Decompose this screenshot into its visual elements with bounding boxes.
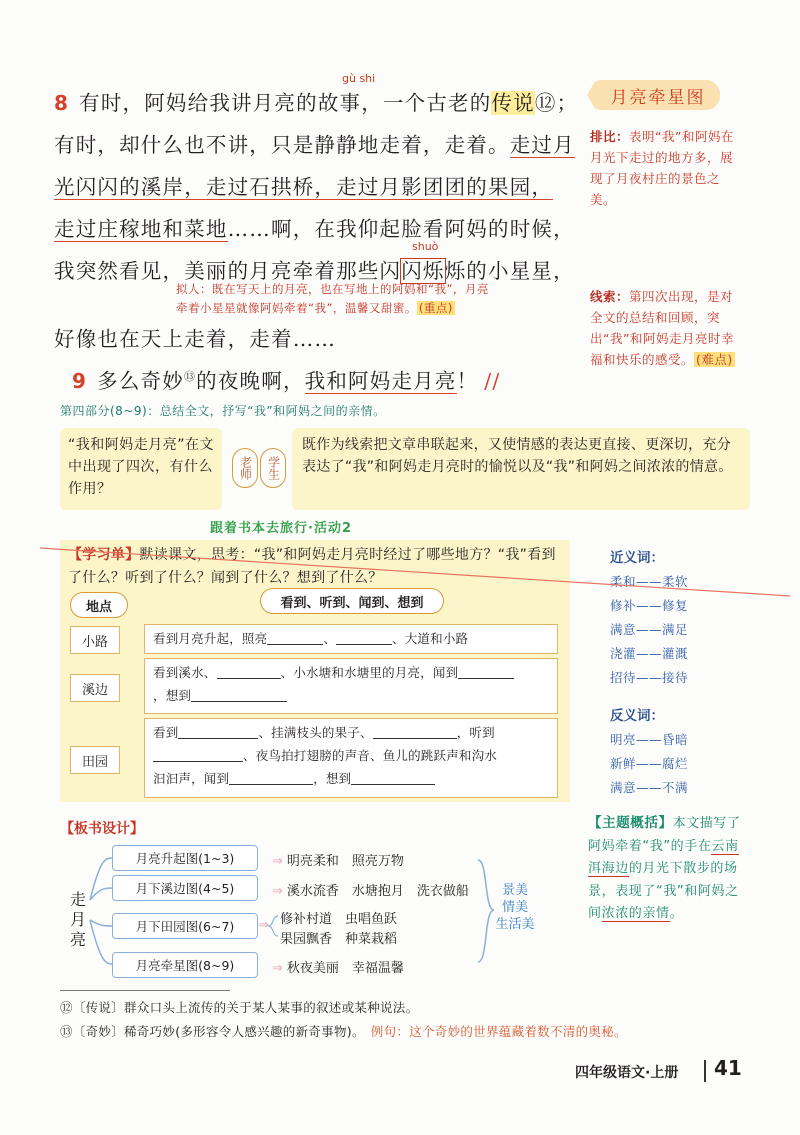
footnote-13 [60,1022,627,1040]
row-text: 、夜鸟拍打翅膀的声音、鱼儿的跳跃声和沟水 [243,748,498,763]
antonym-item: 满意——不满 [610,780,689,795]
para8-line4 [54,212,575,242]
underlined-text: 走过月 [509,133,575,157]
synonym-item: 招待——接待 [610,670,689,685]
footnote-12: ⑫〔传说〕群众口头上流传的关于某人某事的叙述或某种说法。 [60,1000,419,1015]
antonym-title: 反义词： [610,708,664,724]
theme-underline: 浓浓的亲情 [601,906,670,921]
summary-item: 生活美 [495,917,535,932]
theme-text: 的月光下散步的场景，表现了“我”和阿妈之间 [588,861,739,921]
row-text: 看到月亮升起，照亮 [153,631,268,646]
board-box: 月下溪边图(4~5) [112,875,258,901]
student-bubble [260,448,286,488]
theme-text: 。 [669,906,684,921]
board-box: 月下田园图(6~7) [112,913,258,939]
para-number: 8 [54,91,70,115]
para8-line1 [54,86,578,116]
blank[interactable] [336,631,392,645]
antonym-item: 新鲜——腐烂 [610,756,689,771]
board-summary [490,882,540,933]
note-tag: (难点) [696,352,733,367]
board-text: ⇒ 明亮柔和 照亮万物 [272,854,404,869]
synonym-item: 浇灌——灌溉 [610,646,689,661]
blank[interactable] [458,665,514,679]
text: ，一个古老的 [361,91,492,115]
note-key: 排比： [590,129,630,144]
place-tianyuan: 田园 [70,746,120,774]
part-summary: 第四部分(8~9)：总结全文，抒写“我”和阿妈之间的亲情。 [60,404,386,418]
summary-item: 情美 [501,900,528,915]
text: 有时，却什么也不讲，只是静静地走着，走着。 [54,133,510,157]
note-text: 第四次出现，是对全文的总结和回顾，突出“我”和阿妈走月亮时幸福和快乐的感受。 [590,289,734,367]
board-row-text: 修补村道 虫唱鱼跃 [280,912,398,927]
board-text: ⇒ 秋夜美丽 幸福温馨 [272,961,404,976]
qa-section [60,428,750,510]
blank[interactable] [191,688,287,702]
theme-underline: 云南洱海边 [588,838,739,876]
footnote-text: ⑬〔奇妙〕稀奇巧妙(多形容令人感兴趣的新奇事物)。 [60,1024,365,1039]
row-text: ，想到 [313,771,352,786]
highlight-word: 传说 [491,91,535,115]
blank[interactable] [178,725,258,739]
row-text: 、挂满枝头的果子、 [258,725,373,740]
footnote-mark: ⑬ [183,370,197,384]
arrow-icon: ⇒ [258,918,269,933]
niren-note [176,280,576,318]
teacher-bubble [232,448,258,488]
row-text: 、大道和小路 [392,631,469,646]
para8-line3 [54,170,553,200]
underlined-text: 光闪闪的溪岸，走过石拱桥，走过月影团团的果园， [54,175,554,199]
board-text [280,928,397,947]
synonym-item: 修补——修复 [610,598,689,613]
row-text: 看到溪水、 [153,665,217,680]
place-xiaolu: 小路 [70,626,120,654]
xiansuo-note [590,286,742,370]
teacher-label: 老师 [238,456,253,480]
summary-item: 景美 [501,883,528,898]
board-text: ⇒ 溪水流香 水塘抱月 洗衣做船 [272,884,469,899]
text: 多么奇妙 [97,369,184,393]
pinyin-gushi: gù shi [342,72,376,85]
example-note: 例句：这个奇妙的世界蕴藏着数不清的奥秘。 [370,1024,627,1039]
pen-stroke [0,530,800,610]
text: ！ [456,369,479,393]
row-text: 看到 [153,725,179,740]
text: 的夜晚啊， [196,369,305,393]
board-row-text: 果园飘香 种菜栽稻 [280,932,398,947]
paibi-note [590,126,742,210]
place-xibian: 溪边 [70,674,120,702]
note-tag: (重点) [418,301,453,315]
board-row-text: 明亮柔和 照亮万物 [286,854,404,869]
col-senses: 看到、听到、闻到、想到 [260,588,444,614]
para8-line2 [54,128,575,158]
para-number: 9 [72,369,88,393]
page-number: 41 [714,1056,742,1080]
theme-text: 本文描写了阿妈牵着“我”的手在 [588,816,741,854]
text: ……啊，在我仰起脸看阿妈的时候， [227,217,575,241]
board-text [280,908,397,927]
underlined-text: 走过庄稼地和菜地 [54,217,228,241]
blank[interactable] [373,725,457,739]
pinyin-shuo: shuò [412,240,439,253]
study-text: 默读课文，思考：“我”和阿妈走月亮时经过了哪些地方？“我”看到了什么？听到了什么？闻到了什么？想到了什么？ [68,547,556,586]
synonym-title: 近义词： [610,550,664,566]
board-center: 走月亮 [70,890,87,949]
row-xibian [144,658,558,714]
row-xiaolu [144,624,558,654]
text: 我突然看见，美丽的月亮牵着那些闪 [54,259,402,283]
row-text: ，听到 [456,725,495,740]
row-text: 、 [323,631,337,646]
divider [704,1060,706,1082]
col-place: 地点 [70,592,128,618]
para9-line: 9 多么奇妙⑬的夜晚啊，我和阿妈走月亮！ // [72,369,501,393]
board-box: 月亮升起图(1~3) [112,845,258,871]
blank[interactable] [351,771,435,785]
para8-line6 [54,322,336,352]
student-answer: 既作为线索把文章串联起来，又使情感的表达更直接、更深切，充分表达了“我”和阿妈走月亮时的愉悦以及“我”和阿妈之间浓浓的情意。 [292,428,750,510]
study-key: 【学习单】 [68,547,140,563]
boxed-word: 闪烁 [401,259,445,283]
antonym-item: 明亮——昏暗 [610,732,689,747]
text: ⑫； [534,91,579,115]
underlined-text: 我和阿妈走月亮 [304,369,457,393]
teacher-question: “我和阿妈走月亮”在文中出现了四次，有什么作用？ [60,428,222,510]
footnote-divider [60,990,230,991]
theme-summary [588,812,746,926]
text: 烁的小星星， [444,259,575,283]
text: 有时，阿妈给我讲月亮的 [79,91,318,115]
board-title: 【板书设计】 [60,821,144,837]
student-label: 学生 [266,456,281,480]
synonym-item: 柔和——柔软 [610,574,689,589]
row-text: 汩汩声，闻到 [153,771,230,786]
synonym-item: 满意——满足 [610,622,689,637]
note-text: 拟人：既在写天上的月亮，也在写地上的阿妈和“我”，月亮 [176,282,489,296]
row-text: ，想到 [153,688,192,703]
board-box: 月亮牵星图(8~9) [112,952,258,978]
row-text: 、小水塘和水塘里的月亮，闻到 [280,665,459,680]
section-tag: 月亮牵星图 [596,80,720,110]
row-tianyuan [144,718,558,798]
book-label: 四年级语文·上册 [575,1065,679,1081]
note-key: 线索： [590,289,630,304]
board-row-text: 秋夜美丽 幸福温馨 [286,961,404,976]
note-text: 表明“我”和阿妈在月光下走过的地方多，展现了月夜村庄的景色之美。 [590,129,734,207]
theme-key: 【主题概括】 [588,815,673,831]
activity-title: 跟着书本去旅行·活动2 [210,521,352,536]
blank[interactable] [267,631,323,645]
note-text: 牵着小星星就像阿妈牵着“我”，温馨又甜蜜。 [176,301,417,315]
blank[interactable] [229,771,313,785]
text: 好像也在天上走着，走着…… [54,327,337,351]
text: 故事 [317,91,362,115]
board-row-text: 溪水流香 水塘抱月 洗衣做船 [286,884,469,899]
blank[interactable] [217,665,281,679]
blank[interactable] [153,748,243,762]
